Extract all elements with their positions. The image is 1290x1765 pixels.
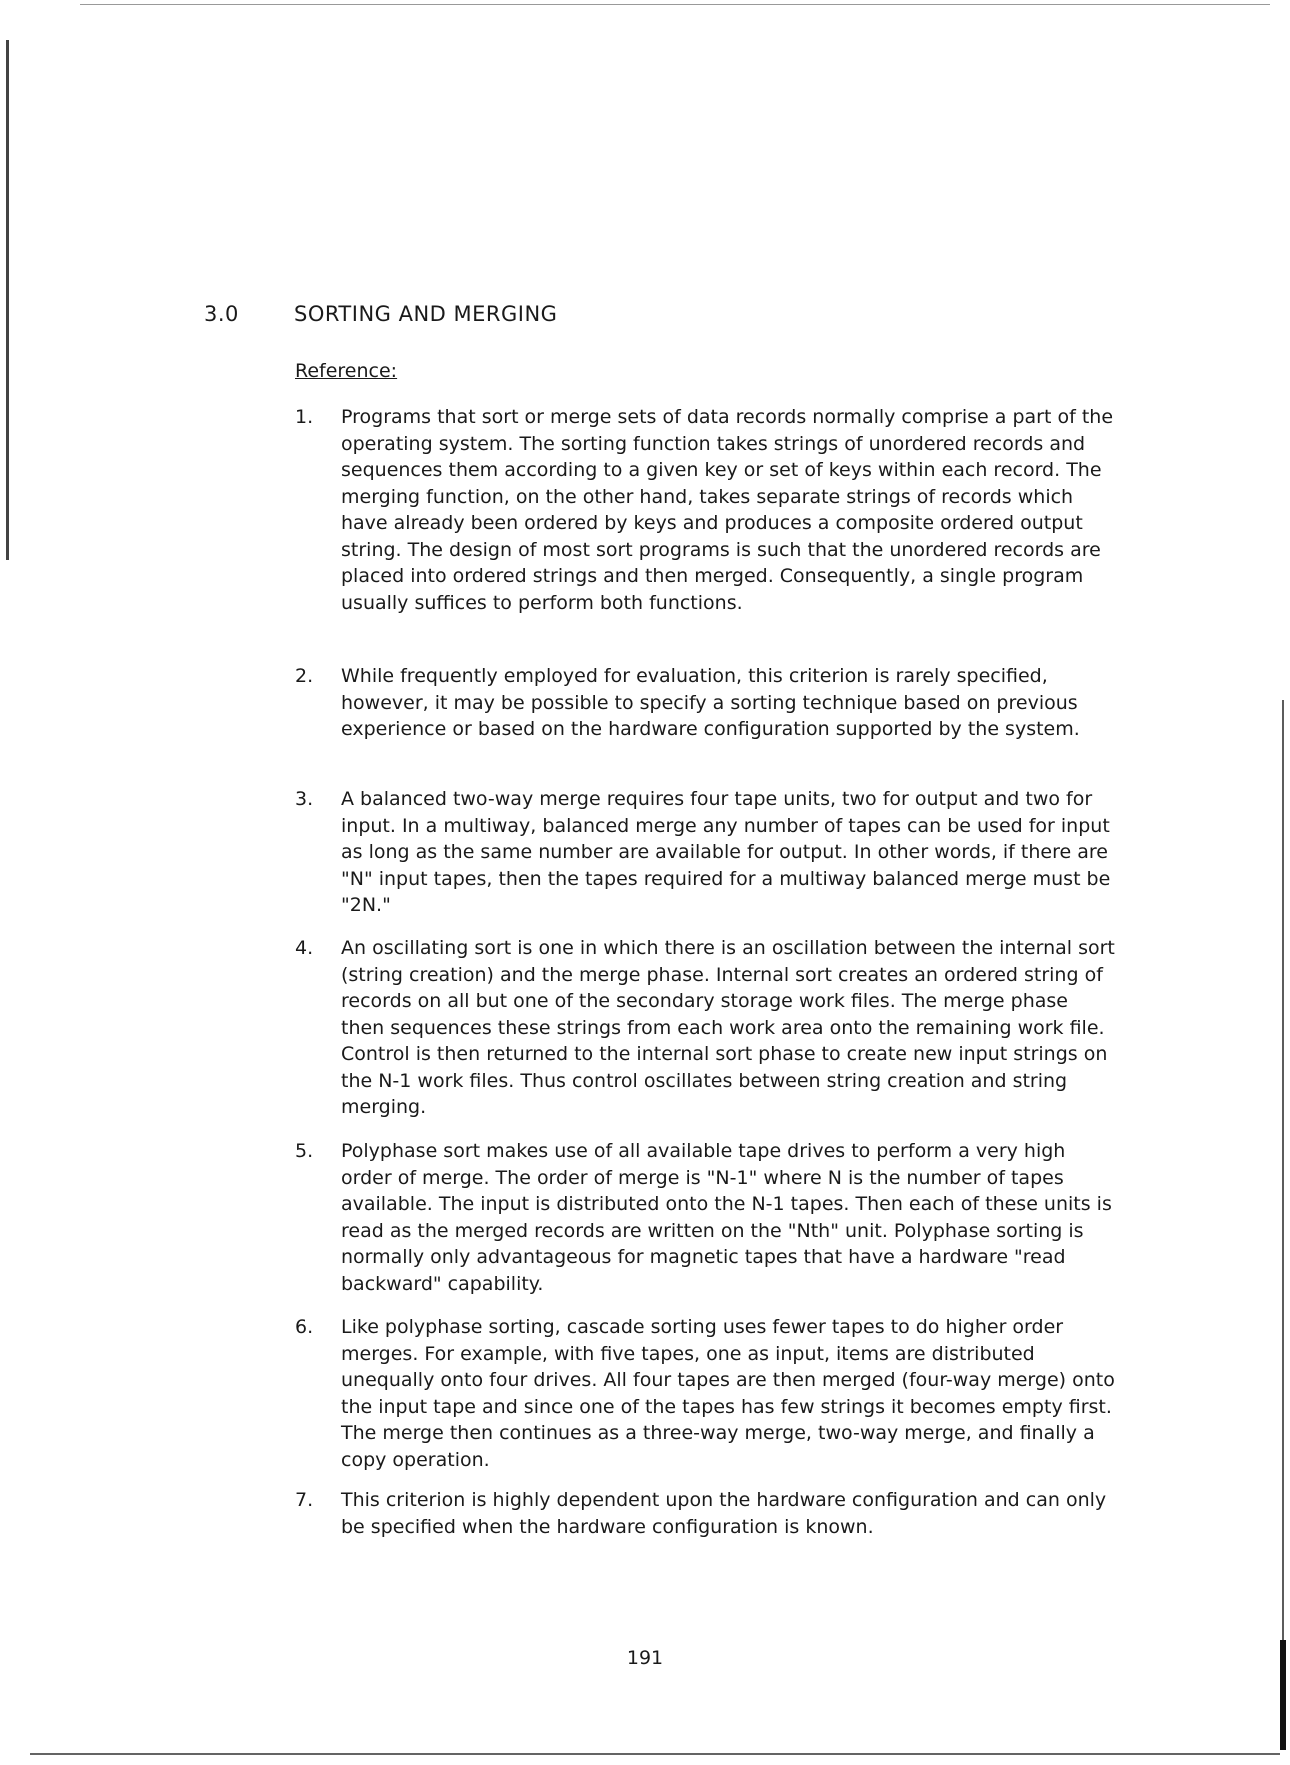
item-text: Polyphase sort makes use of all available tape drives to perform a very high order of merge. The order of merge is "N-1" where N is the number of tapes available. The input is distributed onto the N-1 tapes. Then each of these units is read as the merged records are written on the "Nth" unit. Polyphase sorting is normally only advantageous for magnetic tapes that have a hardware "read backward" capability. [341, 1140, 1112, 1295]
scan-edge-bottom [30, 1753, 1280, 1755]
item-number: 2. [295, 665, 314, 687]
list-item [295, 404, 1115, 616]
item-text: A balanced two-way merge requires four tape units, two for output and two for input. In a multiway, balanced merge any number of tapes can be used for input as long as the same number are available for output. In other words, if there are "N" input tapes, then the tapes required for a multiway balanced merge must be "2N." [341, 788, 1111, 916]
item-text: Like polyphase sorting, cascade sorting uses fewer tapes to do higher order merges. For example, with five tapes, one as input, items are distributed unequally onto four drives. All four tapes are then merged (four-way merge) onto the input tape and since one of the tapes has few strings it becomes empty first. The merge then continues as a three-way merge, two-way merge, and finally a copy operation. [341, 1316, 1115, 1471]
list-item [295, 1487, 1115, 1540]
page-number: 191 [626, 1647, 664, 1669]
list-item [295, 1138, 1115, 1297]
item-number: 3. [295, 788, 314, 810]
list-item [295, 786, 1115, 919]
reference-label: Reference: [295, 360, 398, 382]
scan-edge-left [6, 40, 9, 560]
section-heading [204, 302, 557, 326]
scan-edge-top [80, 4, 1270, 5]
item-number: 4. [295, 937, 314, 959]
item-text: This criterion is highly dependent upon the hardware configuration and can only be specified when the hardware configuration is known. [341, 1489, 1107, 1538]
scan-edge-right [1282, 700, 1284, 1740]
item-text: An oscillating sort is one in which there is an oscillation between the internal sort (string creation) and the merge phase. Internal sort creates an ordered string of records on all but one of the secondary storage work files. The merge phase then sequences these strings from each work area onto the remaining work file. Control is then returned to the internal sort phase to create new input strings on the N-1 work files. Thus control oscillates between string creation and string merging. [341, 937, 1115, 1118]
section-title: SORTING AND MERGING [294, 302, 558, 326]
list-item [295, 1314, 1115, 1473]
item-text: While frequently employed for evaluation, this criterion is rarely specified, however, it may be possible to specify a sorting technique based on previous experience or based on the hardware configuration supported by the system. [341, 665, 1080, 740]
item-number: 5. [295, 1140, 314, 1162]
item-number: 6. [295, 1316, 314, 1338]
list-item [295, 663, 1115, 743]
list-item [295, 935, 1115, 1121]
item-text: Programs that sort or merge sets of data records normally comprise a part of the operating system. The sorting function takes strings of unordered records and sequences them according to a given key or set of keys within each record. The merging function, on the other hand, takes separate strings of records which have already been ordered by keys and produces a composite ordered output string. The design of most sort programs is such that the unordered records are placed into ordered strings and then merged. Consequently, a single program usually suffices to perform both functions. [341, 406, 1114, 614]
item-number: 7. [295, 1489, 314, 1511]
item-number: 1. [295, 406, 314, 428]
section-number: 3.0 [204, 302, 239, 326]
